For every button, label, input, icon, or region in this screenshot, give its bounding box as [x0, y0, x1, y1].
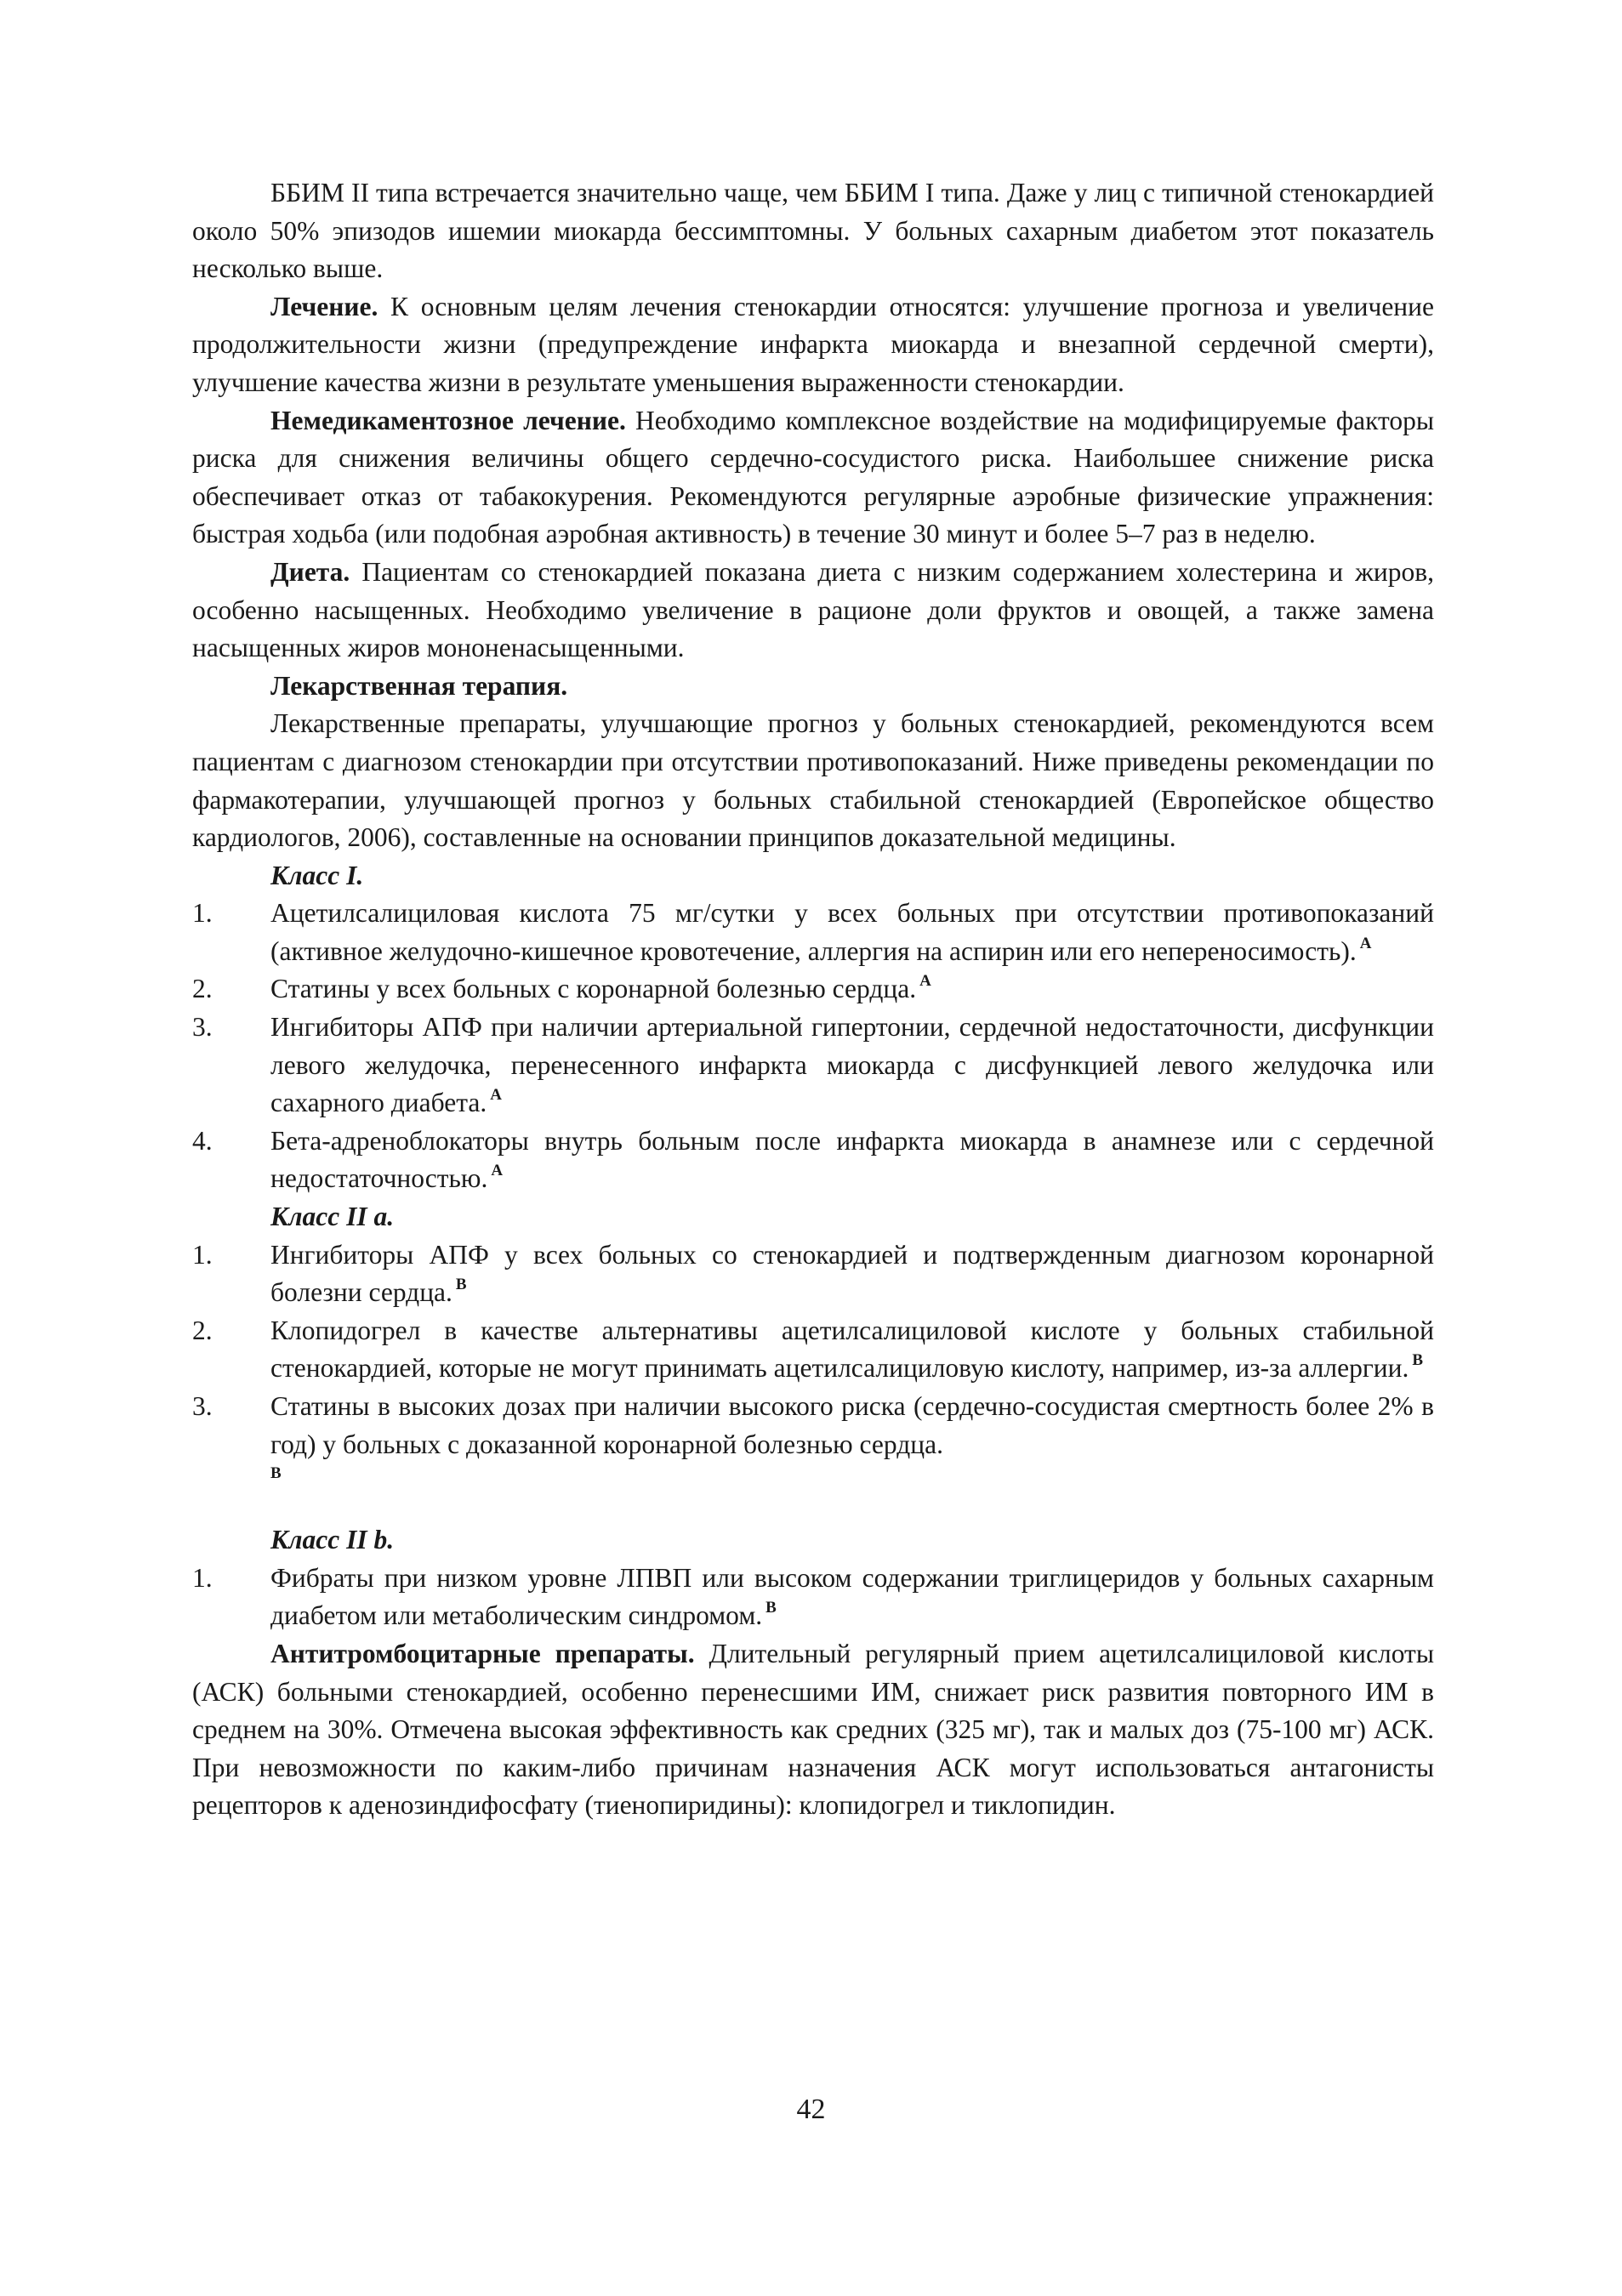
class-i-list	[192, 895, 1434, 1198]
evidence-level: B	[270, 1464, 282, 1483]
page-number: 42	[796, 2094, 826, 2125]
evidence-level: A	[491, 1162, 504, 1180]
drug-intro-paragraph: Лекарственные препараты, улучшающие прогноз у больных стенокардией, рекомендуются всем пациентам с диагнозом стенокардии при отсутствии противопоказаний. Ниже приведены рекомендации по фармакотерапии, улучшающей прогноз у больных стабильной стенокардией (Европейское общество кардиологов, 2006), составленные на основании принципов доказательной медицины.	[192, 708, 1434, 853]
list-item: 2. Статины у всех больных с коронарной болезнью сердца. $^A$	[192, 972, 931, 1004]
nondrug-paragraph: Немедикаментозное лечение. Необходимо комплексное воздействие на модифицируемые факторы риска для снижения величины общего сердечно-сосудистого риска. Наибольшее снижение риска обеспечивает отказ от табакокурения. Рекомендуются регулярные аэробные физические упражнения: быстрая ходьба (или подобная аэробная активность) в течение 30 минут и более 5–7 раз в неделю.	[192, 405, 1434, 549]
treatment-paragraph: Лечение. К основным целям лечения стенокардии относятся: улучшение прогноза и увеличение продолжительности жизни (предупреждение инфаркта миокарда и внезапной сердечной смерти), улучшение качества жизни в результате уменьшения выраженности стенокардии.	[192, 291, 1434, 397]
spacer	[192, 1484, 1434, 1521]
evidence-level: B	[765, 1599, 777, 1617]
treatment-title: Лечение.	[270, 291, 378, 321]
evidence-level: A	[919, 972, 931, 991]
class-iib-list	[192, 1560, 1434, 1635]
list-item: 3. Ингибиторы АПФ при наличии артериальной гипертонии, сердечной недостаточности, дисфункции левого желудочка, перенесенного инфаркта миокарда с дисфункцией левого желудочка или сахарного диабета. $^A$	[192, 1012, 1434, 1118]
class-i-heading: Класс I.	[270, 860, 364, 890]
evidence-level: A	[1359, 934, 1372, 952]
diet-paragraph: Диета. Пациентам со стенокардией показана диета с низким содержанием холестерина и жиров, особенно насыщенных. Необходимо увеличение в рационе доли фруктов и овощей, а также замена насыщенных жиров мононенасыщенными.	[192, 556, 1434, 663]
class-iib-heading: Класс II b.	[270, 1525, 395, 1555]
document-page	[192, 174, 1434, 1825]
intro-paragraph: ББИМ II типа встречается значительно чаще, чем ББИМ I типа. Даже у лиц с типичной стенокардией около 50% эпизодов ишемии миокарда бессимптомны. У больных сахарным диабетом этот показатель несколько выше.	[192, 178, 1434, 284]
antiplatelet-title: Антитромбоцитарные препараты.	[270, 1638, 695, 1668]
evidence-level: B	[455, 1276, 467, 1294]
evidence-level: B	[1412, 1351, 1424, 1370]
list-item: 1. Ингибиторы АПФ у всех больных со стенокардией и подтвержденным диагнозом коронарной болезни сердца. $^B$	[192, 1239, 1434, 1308]
class-iia-heading: Класс II a.	[270, 1202, 395, 1232]
list-item: 1. Фибраты при низком уровне ЛПВП или высоком содержании триглицеридов у больных сахарным диабетом или метаболическим синдромом. $^B$	[192, 1562, 1434, 1631]
diet-title: Диета.	[270, 556, 350, 587]
list-item: 2. Клопидогрел в качестве альтернативы ацетилсалициловой кислоте у больных стабильной стенокардией, которые не могут принимать ацетилсалициловую кислоту, например, из-за аллергии. $^B$	[192, 1315, 1434, 1384]
list-item: 1. Ацетилсалициловая кислота 75 мг/сутки у всех больных при отсутствии противопоказаний (активное желудочно-кишечное кровотечение, аллергия на аспирин или его непереносимость). $^A$	[192, 898, 1434, 966]
drug-therapy-heading: Лекарственная терапия.	[270, 670, 568, 701]
evidence-level: A	[490, 1086, 502, 1105]
nondrug-title: Немедикаментозное лечение.	[270, 405, 626, 435]
antiplatelet-paragraph: Антитромбоцитарные препараты. Длительный регулярный прием ацетилсалициловой кислоты (АСК) больными стенокардией, особенно перенесшими ИМ, снижает риск развития повторного ИМ в среднем на 30%. Отмечена высокая эффективность как средних (325 мг), так и малых доз (75-100 мг) АСК. При невозможности по каким-либо причинам назначения АСК могут использоваться антагонисты рецепторов к аденозиндифосфату (тиенопиридины): клопидогрел и тиклопидин.	[192, 1638, 1434, 1821]
class-iia-list	[192, 1236, 1434, 1485]
list-item: 4. Бета-адреноблокаторы внутрь больным после инфаркта миокарда в анамнезе или с сердечной недостаточностью. $^A$	[192, 1125, 1434, 1194]
list-item: 3. Статины в высоких дозах при наличии высокого риска (сердечно-сосудистая смертность более 2% в год) у больных с доказанной коронарной болезнью сердца. B	[192, 1391, 1434, 1483]
